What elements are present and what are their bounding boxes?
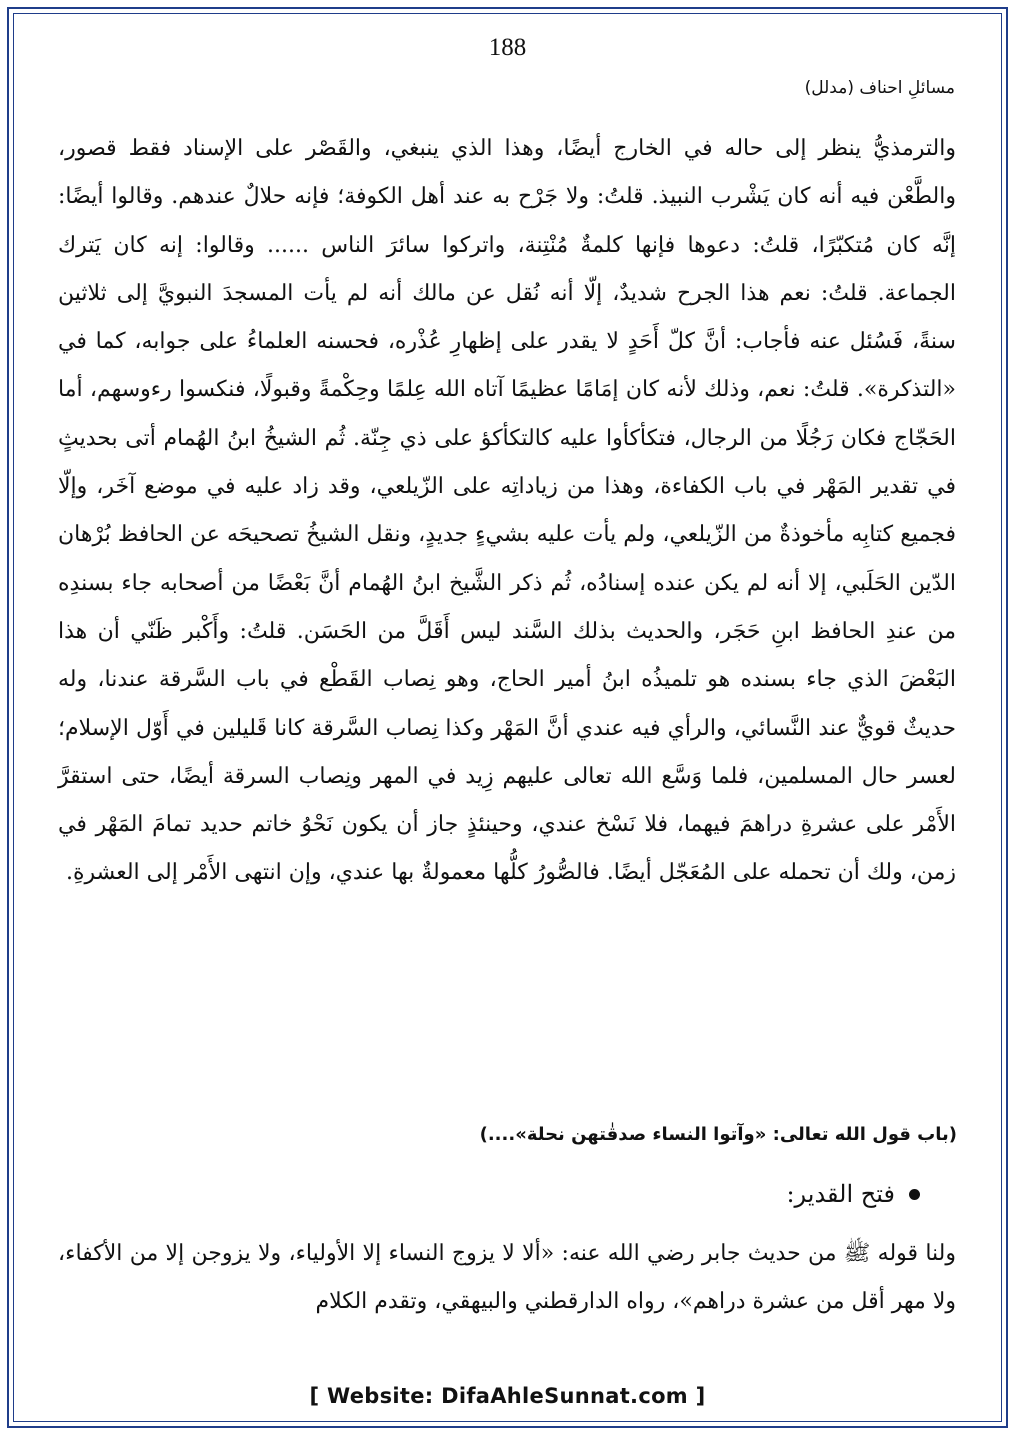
running-header: مسائلِ احناف (مدلل) (804, 78, 955, 98)
section-heading (786, 1180, 920, 1208)
section-heading-text: فتح القدير: (786, 1180, 895, 1208)
main-paragraph (58, 125, 956, 898)
chapter-heading: (باب قول الله تعالى: «وآتوا النساء صدقٰتهن نحلة»....) (479, 1124, 957, 1145)
bullet-icon (909, 1189, 920, 1200)
page-number: 188 (488, 34, 527, 61)
main-paragraph-text: والترمذيُّ ينظر إلى حاله في الخارج أيضًا، وهذا الذي ينبغي، والقَصْر على الإسناد فقط قصور، والطَّعْن فيه أنه كان يَشْرب النبيذ. قلتُ: ولا جَرْح به عند أهل الكوفة؛ فإنه حلالٌ عندهم. وقالوا أيضًا: إنَّه كان مُتكبّرًا، قلتُ: دعوها فإنها كلمةٌ مُنْتِنة، واتركوا سائرَ الناس ...... وقالوا: إنه كان يَترك الجماعة. قلتُ: نعم هذا الجرح شديدٌ، إلّا أنه نُقل عن مالك أنه لم يأت المسجدَ النبويَّ إلى ثلاثين سنةً، فَسُئل عنه فأجاب: أنَّ كلّ أَحَدٍ لا يقدر على إظهارِ عُذْره، فحسنه العلماءُ على جوابه، كما في «التذكرة». قلتُ: نعم، وذلك لأنه كان إمَامًا عظيمًا آتاه الله عِلمًا وحِكْمةً وقبولًا، فنكسوا رءوسهم، أما الحَجّاج فكان رَجُلًا من الرجال، فتكأكأوا عليه كالتكأكؤ على ذي جِنّة. ثُم الشيخُ ابنُ الهُمام أتى بحديثٍ في تقدير المَهْر في باب الكفاءة، وهذا من زياداتِه على الزّيلعي، وقد زاد عليه في موضع آخَر، وإلّا فجميع كتابِه مأخوذةٌ من الزّيلعي، ولم يأت عليه بشيءٍ جديدٍ، ونقل الشيخُ تصحيحَه عن الحافظ بُرْهان الدّين الحَلَبي، إلا أنه لم يكن عنده إسنادُه، ثُم ذكر الشَّيخ ابنُ الهُمام أنَّ بَعْضًا من أصحابه جاء بسندِه من عندِ الحافظ ابنِ حَجَر، والحديث بذلك السَّند ليس أَقَلَّ من الحَسَن. قلتُ: وأَكْبر ظَنّي أن هذا البَعْضَ الذي جاء بسنده هو تلميذُه ابنُ أمير الحاج، وهو نِصاب القَطْع في باب السَّرقة عندنا، وله حديثٌ قويٌّ عند النَّسائي، والرأي فيه عندي أنَّ المَهْر وكذا نِصاب السَّرقة كانا قَليلين في أَوّل الإسلام؛ لعسر حال المسلمين، فلما وَسَّع الله تعالى عليهم زِيد في المهر ونِصاب السرقة أيضًا، حتى استقرَّ الأَمْر على عشرةِ دراهمَ فيهما، فلا نَسْخ عندي، وحينئذٍ جاز أن يكون نَحْوُ خاتم حديد تمامَ المَهْر في زمن، ولك أن تحمله على المُعَجّل أيضًا. فالصُّورُ كلُّها معمولةٌ بها عندي، وإن انتهى الأَمْر إلى العشرةِ. (58, 136, 956, 886)
section-paragraph: ولنا قوله ﷺ من حديث جابر رضي الله عنه: «ألا لا يزوج النساء إلا الأولياء، ولا يزوجن إلا من الأكفاء، ولا مهر أقل من عشرة دراهم»، رواه الدارقطني والبيهقي، وتقدم الكلام (58, 1241, 956, 1314)
footer-website: [ Website: DifaAhleSunnat.com ] (309, 1384, 706, 1408)
